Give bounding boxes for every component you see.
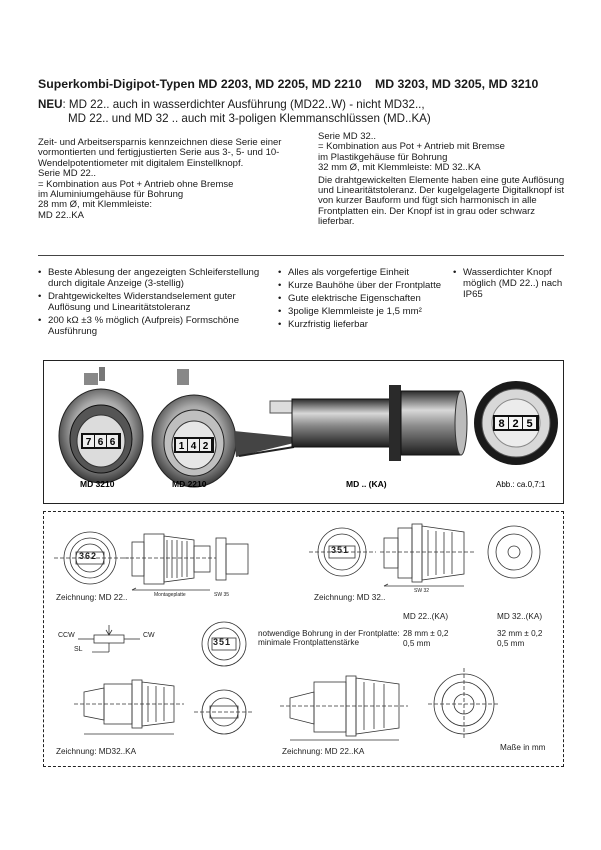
schematic-cw: CW <box>143 632 155 639</box>
bullets-col1 <box>38 267 278 339</box>
req-thickness: minimale Frontplattenstärke <box>258 638 360 647</box>
digit: 2 <box>202 441 209 452</box>
left-intro: Zeit- und Arbeitsersparnis kennzeichnen diese Serie einer vormontierten und fertigjustierten Serie aus 3-, 5- und 10-Wendelpotentiometer mit digitalem Einstellknopf. <box>38 137 282 169</box>
digit: 6 <box>109 437 116 448</box>
val-md32-thickness: 0,5 mm <box>497 639 525 648</box>
digit: 1 <box>178 441 185 452</box>
drawing-md32 <box>309 524 540 586</box>
req-bore: notwendige Bohrung in der Frontplatte: <box>258 629 400 638</box>
left-column <box>38 138 294 221</box>
caption-md32: Zeichnung: MD 32.. <box>314 593 386 602</box>
left-series-line4: MD 22..KA <box>38 209 84 221</box>
dim-sw32: SW 32 <box>414 588 430 594</box>
photo-label-md3210: MD 3210 <box>80 479 115 489</box>
product-photo <box>44 361 563 503</box>
right-series-line3: 32 mm Ø, mit Klemmleiste: MD 32..KA <box>318 162 481 174</box>
page-title <box>38 77 539 91</box>
bullet-item: • Drahtgewickeltes Widerstandselement guter Auflösung und Linearitätstoleranz <box>38 291 278 313</box>
left-series-line1: = Kombination aus Pot + Antrieb ohne Bremse <box>38 178 234 190</box>
val-md22-thickness: 0,5 mm <box>403 639 431 648</box>
dim-sw35: SW 35 <box>214 592 230 598</box>
caption-md22-ka: Zeichnung: MD 22..KA <box>282 747 365 756</box>
product-photo-panel <box>43 360 564 504</box>
col-md32ka: MD 32..(KA) <box>497 612 543 621</box>
photo-label-md2210: MD 2210 <box>172 479 207 489</box>
drawing-digits-2: 351 <box>331 545 350 555</box>
neu-line2: MD 22.. und MD 32 .. auch mit 3-poligen Klemmanschlüssen (MD..KA) <box>68 111 431 125</box>
drawing-digits-3: 351 <box>213 637 232 647</box>
bullet-item: • Beste Ablesung der angezeigten Schleiferstellung durch digitale Anzeige (3-stellig) <box>38 267 278 289</box>
digit: 8 <box>498 418 505 430</box>
bullet-item: • Wasserdichter Knopf möglich (MD 22..) nach IP65 <box>453 267 568 300</box>
caption-md32-ka: Zeichnung: MD32..KA <box>56 747 137 756</box>
neu-line1: : MD 22.. auch in wasserdichter Ausführung (MD22..W) - nicht MD32.., <box>62 98 425 111</box>
schematic-sl: SL <box>74 646 83 653</box>
right-series-title: Serie MD 32.. <box>318 131 377 142</box>
title-left: Superkombi-Digipot-Typen MD 2203, MD 2205, MD 2210 <box>38 77 362 91</box>
left-series-line3: 28 mm Ø, mit Klemmleiste: <box>38 199 153 211</box>
digit: 2 <box>512 418 519 430</box>
digit: 7 <box>85 437 92 448</box>
bullet-item: • 200 kΩ ±3 % möglich (Aufpreis) Formschöne Ausführung <box>38 315 278 337</box>
title-right: MD 3203, MD 3205, MD 3210 <box>375 77 539 91</box>
right-series-line1: = Kombination aus Pot + Antrieb mit Bremse <box>318 141 505 153</box>
drawing-digits-1: 362 <box>79 551 98 561</box>
photo-label-md-ka: MD .. (KA) <box>346 479 387 489</box>
right-series-line2: im Plastikgehäuse für Bohrung <box>318 151 448 163</box>
left-series-line2: im Aluminiumgehäuse für Bohrung <box>38 189 184 201</box>
bullet-item: • Alles als vorgefertige Einheit <box>278 267 453 278</box>
bullet-item: • Gute elektrische Eigenschaften <box>278 293 453 304</box>
bullet-item: • 3polige Klemmleiste je 1,5 mm² <box>278 306 453 317</box>
val-md22-bore: 28 mm ± 0,2 <box>403 629 449 638</box>
dimensions-note: Maße in mm <box>500 743 546 752</box>
bullet-item: • Kurzfristig lieferbar <box>278 319 453 330</box>
wiring-schematic <box>78 625 140 652</box>
dim-plate: Montageplatte <box>154 592 186 598</box>
technical-drawings-panel <box>43 511 564 767</box>
left-series-title: Serie MD 22.. <box>38 168 97 180</box>
knob-md3210 <box>59 367 143 483</box>
right-desc: Die drahtgewickelten Elemente haben eine gute Auflösung und Linearitätstoleranz. Der kugelgelagerte Digitalknopf ist von kurzer Bauform und fügt sich harmonisch in alle Frontplatten ein. Der Knopf ist in grau oder schwarz lieferbar. <box>318 174 565 228</box>
col-md22ka: MD 22..(KA) <box>403 612 449 621</box>
bullets-col2 <box>278 267 453 332</box>
photo-scale: Abb.: ca.0,7:1 <box>496 480 546 489</box>
section-divider <box>38 255 564 256</box>
bullets-col3 <box>453 267 568 302</box>
neu-note <box>38 98 431 125</box>
caption-md22: Zeichnung: MD 22.. <box>56 593 128 602</box>
digit: 4 <box>190 441 197 452</box>
drawing-md22-ka <box>280 668 500 740</box>
bullet-item: • Kurze Bauhöhe über der Frontplatte <box>278 280 453 291</box>
right-column <box>318 132 568 228</box>
schematic-ccw: CCW <box>58 632 75 639</box>
digit: 5 <box>526 418 533 430</box>
neu-label: NEU <box>38 98 63 111</box>
knob-md2210 <box>152 369 236 487</box>
side-view-md-ka <box>234 385 467 461</box>
drawing-md22 <box>54 532 248 590</box>
val-md32-bore: 32 mm ± 0,2 <box>497 629 543 638</box>
digit: 6 <box>97 437 104 448</box>
